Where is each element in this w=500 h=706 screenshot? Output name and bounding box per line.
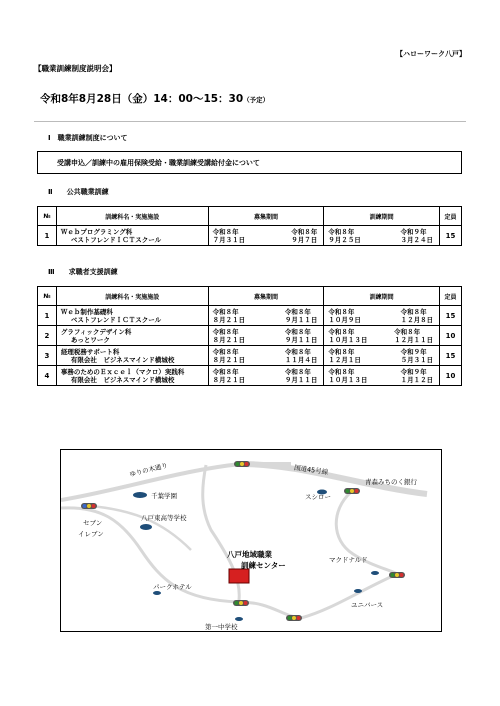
table-row [38,346,462,366]
landmark-marker [140,524,152,530]
signal-icon [286,615,302,621]
table-row [38,326,462,346]
training-from: 令和８年 １０月１３日 [328,327,368,344]
training-to: 令和９年 １月１２日 [400,367,434,384]
recruit-to: 令和８年 ９月１１日 [284,307,318,324]
section2-heading: Ⅱ 公共職業訓練 [48,188,109,196]
course-facility: あっとワーク [70,335,110,344]
recruit-to: 令和８年 ９月１１日 [284,367,318,384]
col-capacity: 定員 [440,207,462,226]
jobseeker-training-table [37,286,462,386]
org-label: 【ハローワーク八戸】 [396,50,466,58]
recruit-from: 令和８年 ７月３１日 [212,227,246,244]
row-no: 1 [38,306,57,326]
col-recruit: 募集期間 [208,207,324,226]
row-no: 2 [38,326,57,346]
training-to: 令和８年 １２月８日 [400,307,434,324]
course-cell [56,226,208,246]
training-to: 令和９年 ５月３１日 [400,347,434,364]
capacity: 15 [440,226,462,246]
event-date-note: （予定） [243,96,270,104]
landmark-marker [354,589,362,593]
map-label-center2: 訓練センター [241,561,286,570]
course-name: 経理税務サポート科 [60,347,120,356]
col-training: 訓練期間 [324,207,440,226]
document-title: 【職業訓練制度説明会】 [34,64,117,73]
map-label-center1: 八戸地域職業 [227,550,272,559]
capacity: 15 [440,306,462,326]
row-no: 3 [38,346,57,366]
training-from: 令和８年 １０月９日 [328,307,361,324]
recruit-from: 令和８年 ８月２１日 [212,347,246,364]
map-label-mcdonalds: マクドナルド [329,556,368,564]
recruit-from: 令和８年 ８月２１日 [212,327,246,344]
signal-icon [234,461,250,467]
capacity: 15 [440,346,462,366]
training-center-marker [229,569,249,583]
recruit-from: 令和８年 ８月２１日 [212,307,246,324]
map-label-seven2: イレブン [78,530,104,538]
table-header-row [38,207,462,226]
training-period [324,346,440,366]
recruit-period [208,366,324,386]
recruit-to: 令和８年 １１月４日 [284,347,318,364]
map-label-yurinoki: ゆりの木通り [128,461,169,479]
map-label-daiichi: 第一中学校 [205,623,238,631]
course-name: Ｗｅｂプログラミング科 [60,227,133,236]
table-row [38,306,462,326]
row-no: 4 [38,366,57,386]
landmark-marker [133,492,147,498]
event-date [40,91,269,106]
table-row [38,226,462,246]
capacity: 10 [440,366,462,386]
road-se [301,574,397,618]
col-no: № [38,287,57,306]
access-map [60,449,442,632]
col-training: 訓練期間 [324,287,440,306]
training-from: 令和８年 １２月１日 [328,347,361,364]
training-to: 令和９年 ３月２４日 [400,227,434,244]
recruit-to: 令和８年 ９月７日 [291,227,318,244]
section1-box: 受講申込／訓練中の雇用保険受給・職業訓練受講給付金について [37,151,462,174]
training-to: 令和８年 １２月１１日 [394,327,434,344]
training-period [324,306,440,326]
course-cell [56,366,208,386]
capacity: 10 [440,326,462,346]
recruit-period [208,226,324,246]
map-label-kokudo: 国道45号線 [293,463,329,477]
public-training-table [37,206,462,246]
course-name: Ｗｅｂ制作基礎科 [60,307,113,316]
map-label-seven1: セブン [83,519,103,527]
course-facility: ベストフレンドＩＣＴスクール [70,235,162,244]
course-cell [56,306,208,326]
course-cell [56,346,208,366]
training-period [324,326,440,346]
col-recruit: 募集期間 [208,287,324,306]
map-label-hachinohe-east: 八戸東高等学校 [141,514,187,522]
landmark-marker [235,617,243,621]
course-name: 事務のためのＥｘｃｅｌ（マクロ）実践科 [60,367,185,376]
col-no: № [38,207,57,226]
event-date-text: 令和8年8月28日（金）14：00～15：30 [40,93,244,105]
recruit-period [208,326,324,346]
recruit-period [208,306,324,326]
col-name: 訓練科名・実施施設 [56,287,208,306]
landmark-marker [153,591,161,595]
signal-icon [344,488,360,494]
training-from: 令和８年 １０月１３日 [328,367,368,384]
map-label-sushiro: スシロー [305,493,331,501]
recruit-to: 令和８年 ９月１１日 [284,327,318,344]
training-period [324,366,440,386]
section3-heading: Ⅲ 求職者支援訓練 [48,268,118,276]
section1-heading: Ⅰ 職業訓練制度について [48,134,128,142]
map-label-aomori-bank: 青森みちのく銀行 [365,478,417,486]
recruit-from: 令和８年 ８月２１日 [212,367,246,384]
row-no: 1 [38,226,57,246]
course-facility: 有限会社 ビジネスマインド横城校 [70,375,175,384]
landmark-marker [371,571,379,575]
recruit-period [208,346,324,366]
table-row [38,366,462,386]
course-name: グラフィックデザイン科 [60,327,132,336]
signal-icon [81,503,97,509]
course-facility: ベストフレンドＩＣＴスクール [70,315,162,324]
divider [34,121,466,122]
course-facility: 有限会社 ビジネスマインド横城校 [70,355,175,364]
col-capacity: 定員 [440,287,462,306]
training-from: 令和８年 ９月２５日 [328,227,361,244]
signal-icon [233,600,249,606]
course-cell [56,326,208,346]
table-header-row [38,287,462,306]
map-label-chiba: 千葉学園 [151,492,177,500]
map-label-universe: ユニバース [351,601,384,609]
signal-icon [389,572,405,578]
col-name: 訓練科名・実施施設 [56,207,208,226]
training-period [324,226,440,246]
map-label-park-hotel: パークホテル [153,583,192,591]
